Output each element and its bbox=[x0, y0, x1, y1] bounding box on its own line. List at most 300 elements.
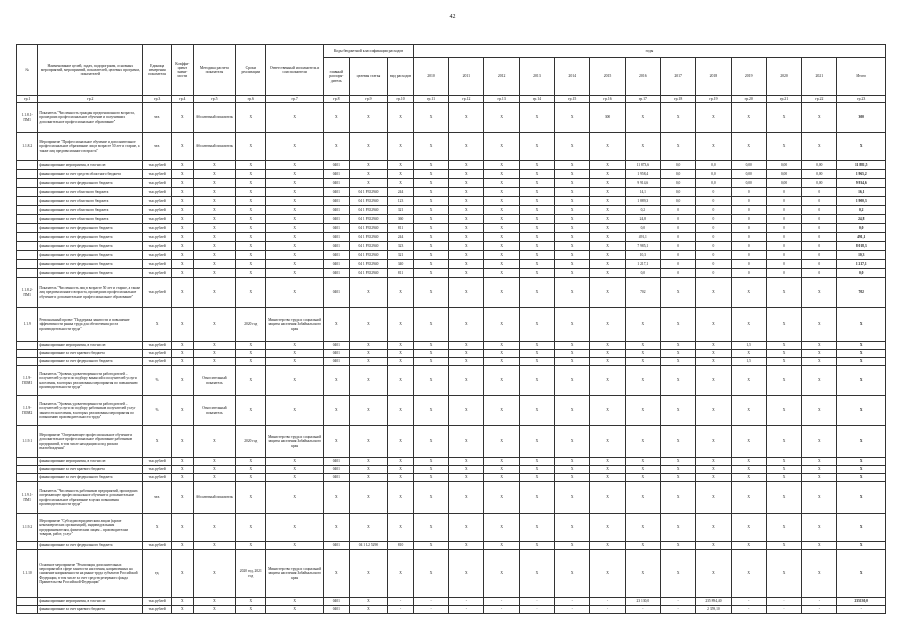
table-cell: Х bbox=[484, 161, 519, 170]
table-cell: Х bbox=[484, 308, 519, 342]
table-cell: Х bbox=[625, 550, 660, 598]
table-cell: 0401 bbox=[324, 215, 350, 224]
table-cell: Х bbox=[413, 233, 448, 242]
table-cell: Х bbox=[193, 269, 236, 278]
row-code bbox=[17, 260, 38, 269]
table-cell: Х bbox=[766, 514, 801, 542]
table-cell: Х bbox=[484, 542, 519, 550]
table-cell: Х bbox=[555, 103, 590, 133]
header-year-2021: 2021 bbox=[802, 58, 837, 96]
table-cell: Х bbox=[766, 308, 801, 342]
table-cell: Х bbox=[802, 350, 837, 358]
table-cell: Х bbox=[625, 358, 660, 366]
table-cell: % bbox=[143, 396, 172, 426]
table-cell: Х bbox=[172, 197, 193, 206]
table-cell: Х bbox=[266, 396, 324, 426]
table-cell: Х bbox=[837, 474, 886, 482]
table-cell: Х bbox=[766, 366, 801, 396]
table-cell: Х bbox=[193, 206, 236, 215]
table-cell: Х bbox=[193, 188, 236, 197]
table-cell: Х bbox=[388, 179, 414, 188]
table-cell: Х bbox=[625, 308, 660, 342]
table-cell: Х bbox=[266, 342, 324, 350]
table-cell: 0,0 bbox=[837, 269, 886, 278]
table-cell: 0401 bbox=[324, 161, 350, 170]
table-cell: Х bbox=[324, 482, 350, 514]
table-cell: 0 bbox=[802, 188, 837, 197]
table-cell: Х bbox=[731, 366, 766, 396]
table-cell: Х bbox=[731, 542, 766, 550]
table-cell: Х bbox=[236, 606, 266, 614]
table-cell: - bbox=[413, 598, 448, 606]
row-code bbox=[17, 161, 38, 170]
row-code bbox=[17, 251, 38, 260]
table-cell: Х bbox=[349, 133, 388, 161]
row-title: финансирование за счет федерального бюджета bbox=[38, 251, 143, 260]
table-cell: Х bbox=[413, 161, 448, 170]
table-cell: 24,8 bbox=[837, 215, 886, 224]
table-cell: 0 bbox=[660, 206, 695, 215]
table-cell: Х bbox=[266, 260, 324, 269]
table-cell: 235130,0 bbox=[837, 598, 886, 606]
table-cell: Х bbox=[413, 251, 448, 260]
row-title: финансирование мероприятия, в том числе: bbox=[38, 161, 143, 170]
table-cell: Х bbox=[172, 342, 193, 350]
table-cell: 2020 год bbox=[236, 308, 266, 342]
table-cell: Х bbox=[449, 161, 484, 170]
table-cell: Х bbox=[590, 426, 625, 458]
table-cell: Х bbox=[519, 358, 554, 366]
table-cell: Х bbox=[349, 170, 388, 179]
table-cell: Х bbox=[802, 396, 837, 426]
row-code bbox=[17, 342, 38, 350]
table-cell: - bbox=[555, 598, 590, 606]
table-cell: Х bbox=[660, 133, 695, 161]
row-title: финансирование за счет федерального бюджета bbox=[38, 474, 143, 482]
table-cell: - bbox=[731, 598, 766, 606]
row-code: 1.1.8.1-ПМ1 bbox=[17, 103, 38, 133]
table-cell: Х bbox=[590, 542, 625, 550]
table-cell: Х bbox=[555, 179, 590, 188]
table-cell: 0401 bbox=[324, 598, 350, 606]
table-cell: - bbox=[519, 598, 554, 606]
table-row bbox=[17, 103, 886, 133]
table-cell: Х bbox=[413, 542, 448, 550]
table-cell: Х bbox=[660, 426, 695, 458]
table-cell: Х bbox=[766, 278, 801, 308]
table-cell: Х bbox=[766, 133, 801, 161]
table-cell: Х bbox=[555, 170, 590, 179]
table-cell: Х bbox=[236, 466, 266, 474]
table-cell: Х bbox=[766, 342, 801, 350]
table-cell: Х bbox=[324, 366, 350, 396]
table-cell: Х bbox=[555, 242, 590, 251]
table-cell: Х bbox=[696, 350, 731, 358]
table-cell: Х bbox=[802, 103, 837, 133]
row-code bbox=[17, 269, 38, 278]
table-cell: Х bbox=[766, 426, 801, 458]
table-cell: - bbox=[388, 598, 414, 606]
table-cell: Х bbox=[236, 197, 266, 206]
column-number: гр.17 bbox=[625, 96, 660, 103]
table-cell: тыс.рублей bbox=[143, 215, 172, 224]
table-cell: Х bbox=[484, 458, 519, 466]
table-cell: Х bbox=[660, 474, 695, 482]
table-cell: 0 bbox=[802, 242, 837, 251]
row-title: финансирование за счет областного бюджета bbox=[38, 215, 143, 224]
table-cell: 0,00 bbox=[766, 170, 801, 179]
table-cell: Х bbox=[449, 308, 484, 342]
column-number: гр.20 bbox=[731, 96, 766, 103]
table-cell: Х bbox=[625, 366, 660, 396]
table-cell: Х bbox=[266, 474, 324, 482]
table-cell: Х bbox=[236, 482, 266, 514]
table-cell: Х bbox=[172, 606, 193, 614]
table-cell: - bbox=[590, 606, 625, 614]
table-cell: Х bbox=[555, 133, 590, 161]
table-cell: Х bbox=[413, 426, 448, 458]
table-cell: Х bbox=[193, 514, 236, 542]
table-cell: Х bbox=[388, 133, 414, 161]
table-cell: Х bbox=[484, 260, 519, 269]
table-cell: 0,00 bbox=[802, 170, 837, 179]
table-cell: Х bbox=[519, 215, 554, 224]
table-cell: Х bbox=[590, 550, 625, 598]
table-cell: Х bbox=[731, 426, 766, 458]
table-cell: Х bbox=[837, 133, 886, 161]
table-row bbox=[17, 161, 886, 170]
table-cell: Х bbox=[324, 103, 350, 133]
table-cell: 1 965,2 bbox=[837, 170, 886, 179]
table-cell: Х bbox=[388, 278, 414, 308]
table-cell: Х bbox=[590, 170, 625, 179]
row-title: Показатель "Численность лиц в возрасте 50 лет и старше, а также лиц предпенсионного возраста, прошедших профессиональное обучение и дополнительное профессиональное образование" bbox=[38, 278, 143, 308]
table-row bbox=[17, 474, 886, 482]
table-cell: 0,00 bbox=[731, 170, 766, 179]
column-number: гр.6 bbox=[236, 96, 266, 103]
table-cell: Х bbox=[449, 482, 484, 514]
row-title: Мероприятие "Опережающее профессиональное обучение и дополнительное профессиональное образование работников предприятий, в том числе находящихся под риском высвобождения" bbox=[38, 426, 143, 458]
table-cell: Х bbox=[555, 260, 590, 269]
table-cell: Х bbox=[449, 350, 484, 358]
table-cell: 811 bbox=[388, 224, 414, 233]
table-row bbox=[17, 215, 886, 224]
row-title: финансирование мероприятия, в том числе: bbox=[38, 598, 143, 606]
table-cell: Х bbox=[484, 103, 519, 133]
row-code bbox=[17, 179, 38, 188]
table-cell: Х bbox=[802, 474, 837, 482]
table-cell: Х bbox=[449, 215, 484, 224]
header-year-2014: 2014 bbox=[555, 58, 590, 96]
table-cell: Х bbox=[696, 103, 731, 133]
table-cell: 0 bbox=[731, 206, 766, 215]
table-cell: Х bbox=[555, 426, 590, 458]
table-cell: 04 1 P352940 bbox=[349, 269, 388, 278]
column-number: гр.16 bbox=[590, 96, 625, 103]
row-code bbox=[17, 224, 38, 233]
table-cell: Х bbox=[388, 458, 414, 466]
table-cell: Х bbox=[766, 482, 801, 514]
table-cell: Х bbox=[590, 358, 625, 366]
table-cell: Х bbox=[696, 133, 731, 161]
table-cell: Х bbox=[324, 514, 350, 542]
table-cell: 24,8 bbox=[625, 215, 660, 224]
column-number: гр.2 bbox=[38, 96, 143, 103]
table-cell: тыс.рублей bbox=[143, 466, 172, 474]
table-cell: Х bbox=[660, 396, 695, 426]
table-cell: 0401 bbox=[324, 474, 350, 482]
table-cell: Х bbox=[413, 550, 448, 598]
table-cell: Х bbox=[413, 103, 448, 133]
table-cell: Х bbox=[266, 606, 324, 614]
table-cell: 0 bbox=[660, 251, 695, 260]
header-code-2: целевая статья bbox=[349, 58, 388, 96]
table-cell: - bbox=[484, 598, 519, 606]
table-cell: 0,0 bbox=[625, 224, 660, 233]
table-cell: Х bbox=[388, 342, 414, 350]
table-cell: Х bbox=[193, 466, 236, 474]
table-cell: Х bbox=[590, 233, 625, 242]
table-cell: Х bbox=[519, 342, 554, 350]
table-cell: Х bbox=[625, 342, 660, 350]
header-method: Методика расчета показателя bbox=[193, 45, 236, 96]
table-cell: Х bbox=[413, 206, 448, 215]
table-cell: Х bbox=[388, 482, 414, 514]
table-cell: Х bbox=[413, 458, 448, 466]
table-cell: Х bbox=[413, 242, 448, 251]
table-cell: Х bbox=[349, 366, 388, 396]
table-cell: Х bbox=[590, 215, 625, 224]
table-cell: Х bbox=[731, 278, 766, 308]
table-cell: 0,00 bbox=[766, 179, 801, 188]
table-cell: - bbox=[802, 606, 837, 614]
table-cell: Х bbox=[449, 242, 484, 251]
table-row bbox=[17, 514, 886, 542]
table-cell: тыс.рублей bbox=[143, 233, 172, 242]
table-cell: Х bbox=[449, 474, 484, 482]
table-cell: Х bbox=[590, 197, 625, 206]
table-cell: Х bbox=[172, 458, 193, 466]
row-title: Мероприятие "Субсидии юридическим лицам (кроме некоммерческих организаций), индивидуальным предпринимателям, физическим лицам – производителям товаров, работ, услуг" bbox=[38, 514, 143, 542]
table-cell: Х bbox=[266, 188, 324, 197]
table-cell: Х bbox=[484, 179, 519, 188]
table-cell: 0 bbox=[766, 224, 801, 233]
table-row bbox=[17, 350, 886, 358]
table-cell: тыс.рублей bbox=[143, 358, 172, 366]
table-cell: Х bbox=[555, 188, 590, 197]
table-cell: Х bbox=[266, 358, 324, 366]
table-cell: Х bbox=[802, 482, 837, 514]
table-cell: Х bbox=[349, 350, 388, 358]
column-number: гр.8 bbox=[324, 96, 350, 103]
table-cell: Х bbox=[193, 215, 236, 224]
table-cell: Х bbox=[324, 308, 350, 342]
table-row bbox=[17, 466, 886, 474]
table-cell: Х bbox=[266, 598, 324, 606]
row-code: 1.1.9.2 bbox=[17, 514, 38, 542]
table-cell: Х bbox=[590, 342, 625, 350]
table-cell: Х bbox=[696, 466, 731, 474]
table-cell: Х bbox=[266, 206, 324, 215]
table-cell: Х bbox=[413, 260, 448, 269]
table-cell: Х bbox=[519, 550, 554, 598]
table-cell: Х bbox=[266, 170, 324, 179]
table-cell: Х bbox=[519, 251, 554, 260]
header-code-1: главный распоря-дитель bbox=[324, 58, 350, 96]
table-cell: Х bbox=[324, 550, 350, 598]
column-number: гр.7 bbox=[266, 96, 324, 103]
table-cell: Х bbox=[625, 426, 660, 458]
table-cell: 0401 bbox=[324, 242, 350, 251]
table-cell: Х bbox=[484, 170, 519, 179]
page-number: 42 bbox=[449, 14, 456, 20]
row-title: финансирование за счет федерального бюджета bbox=[38, 542, 143, 550]
table-cell: 0,00 bbox=[802, 179, 837, 188]
table-cell: Х bbox=[802, 366, 837, 396]
table-cell: Х bbox=[349, 598, 388, 606]
table-cell: Х bbox=[837, 426, 886, 458]
table-cell: Х bbox=[236, 188, 266, 197]
table-cell: Х bbox=[349, 458, 388, 466]
table-row bbox=[17, 396, 886, 426]
table-cell: Х bbox=[349, 358, 388, 366]
column-number-row bbox=[17, 96, 886, 103]
table-cell: 1,5 bbox=[731, 342, 766, 350]
table-cell: Х bbox=[660, 482, 695, 514]
table-cell: 0,2 bbox=[837, 206, 886, 215]
table-cell: Х bbox=[349, 606, 388, 614]
table-cell: Х bbox=[484, 550, 519, 598]
table-cell: Х bbox=[266, 233, 324, 242]
table-cell: 2 359,10 bbox=[696, 606, 731, 614]
table-cell: 300 bbox=[590, 103, 625, 133]
table-cell: Х bbox=[837, 466, 886, 474]
table-cell: Х bbox=[590, 179, 625, 188]
table-cell: 0 bbox=[696, 197, 731, 206]
table-cell: Х bbox=[449, 458, 484, 466]
table-row bbox=[17, 550, 886, 598]
table-cell: тыс.рублей bbox=[143, 598, 172, 606]
row-title: финансирование за счет краевого бюджета bbox=[38, 606, 143, 614]
table-cell: 321 bbox=[388, 251, 414, 260]
table-cell: Министерство труда и социальной защиты населения Забайкальского края bbox=[266, 308, 324, 342]
header-year-2018: 2018 bbox=[696, 58, 731, 96]
table-cell: Х bbox=[625, 466, 660, 474]
table-cell: Х bbox=[696, 542, 731, 550]
table-cell: тыс.рублей bbox=[143, 251, 172, 260]
table-cell: Х bbox=[413, 188, 448, 197]
table-cell: Х bbox=[413, 224, 448, 233]
column-number: гр.22 bbox=[802, 96, 837, 103]
table-cell: Х bbox=[590, 260, 625, 269]
column-number: гр.3 bbox=[143, 96, 172, 103]
header-year-2010: 2010 bbox=[413, 58, 448, 96]
table-cell: 0 bbox=[766, 206, 801, 215]
table-cell: Х bbox=[413, 514, 448, 542]
table-cell: 0,00 bbox=[802, 161, 837, 170]
table-cell: Х bbox=[837, 308, 886, 342]
table-cell: - bbox=[625, 606, 660, 614]
table-cell: 0401 bbox=[324, 269, 350, 278]
table-cell: Х bbox=[555, 458, 590, 466]
table-cell: Х bbox=[731, 458, 766, 466]
table-cell: Х bbox=[349, 396, 388, 426]
row-code bbox=[17, 242, 38, 251]
table-cell: Х bbox=[449, 179, 484, 188]
table-cell: Х bbox=[266, 251, 324, 260]
table-cell: 0401 bbox=[324, 251, 350, 260]
table-cell: Х bbox=[266, 161, 324, 170]
table-cell: Х bbox=[172, 133, 193, 161]
header-year-2012: 2012 bbox=[484, 58, 519, 96]
table-cell: Х bbox=[413, 482, 448, 514]
header-total: Итого bbox=[837, 58, 886, 96]
table-cell: Х bbox=[236, 251, 266, 260]
table-cell: Х bbox=[172, 514, 193, 542]
table-cell: Х bbox=[236, 542, 266, 550]
table-cell: 0 bbox=[766, 197, 801, 206]
table-cell: Министерство труда и социальной защиты населения Забайкальского края bbox=[266, 426, 324, 458]
table-cell: тыс.рублей bbox=[143, 606, 172, 614]
table-cell: тыс.рублей bbox=[143, 542, 172, 550]
table-cell: 04 1 P352940 bbox=[349, 260, 388, 269]
table-row bbox=[17, 197, 886, 206]
row-code bbox=[17, 170, 38, 179]
table-cell: Х bbox=[696, 550, 731, 598]
row-title: финансирование за счет краевого бюджета bbox=[38, 350, 143, 358]
table-row bbox=[17, 366, 886, 396]
table-cell: 16,1 bbox=[837, 188, 886, 197]
table-cell: Х bbox=[519, 350, 554, 358]
table-cell: 0401 bbox=[324, 466, 350, 474]
row-title: финансирование за счет краевого бюджета bbox=[38, 466, 143, 474]
table-cell: Х bbox=[519, 224, 554, 233]
table-cell: Х bbox=[766, 103, 801, 133]
header-year-2013: 2013 bbox=[519, 58, 554, 96]
column-number: гр.5 bbox=[193, 96, 236, 103]
table-cell: 9 934,6 bbox=[837, 179, 886, 188]
table-cell: 04 1 P352940 bbox=[349, 197, 388, 206]
table-cell: Х bbox=[388, 466, 414, 474]
table-cell: Х bbox=[484, 466, 519, 474]
row-title: Мероприятие "Профессиональное обучение и дополнительное профессиональное образование лиц в возрасте 50 лет и старше, а также лиц предпенсионного возраста" bbox=[38, 133, 143, 161]
table-cell: 0 bbox=[696, 242, 731, 251]
table-row bbox=[17, 308, 886, 342]
table-cell: тыс.рублей bbox=[143, 474, 172, 482]
table-cell: 04 1 P352940 bbox=[349, 233, 388, 242]
table-cell: Х bbox=[555, 514, 590, 542]
table-cell: 0,00 bbox=[731, 161, 766, 170]
table-cell: 0401 bbox=[324, 224, 350, 233]
table-cell: Х bbox=[484, 474, 519, 482]
table-cell: Х bbox=[324, 426, 350, 458]
table-cell: - bbox=[484, 606, 519, 614]
table-row bbox=[17, 179, 886, 188]
table-cell: 1 900,3 bbox=[837, 197, 886, 206]
table-cell: Х bbox=[193, 170, 236, 179]
table-cell: Х bbox=[625, 458, 660, 466]
table-cell: Х bbox=[324, 396, 350, 426]
table-cell: Х bbox=[266, 224, 324, 233]
table-cell: Х bbox=[555, 278, 590, 308]
table-cell: 0 bbox=[766, 269, 801, 278]
table-cell: Х bbox=[172, 474, 193, 482]
table-cell: Х bbox=[236, 179, 266, 188]
table-cell: Х bbox=[236, 161, 266, 170]
table-cell: - bbox=[555, 606, 590, 614]
table-cell: 0 bbox=[696, 233, 731, 242]
table-cell: Х bbox=[266, 350, 324, 358]
